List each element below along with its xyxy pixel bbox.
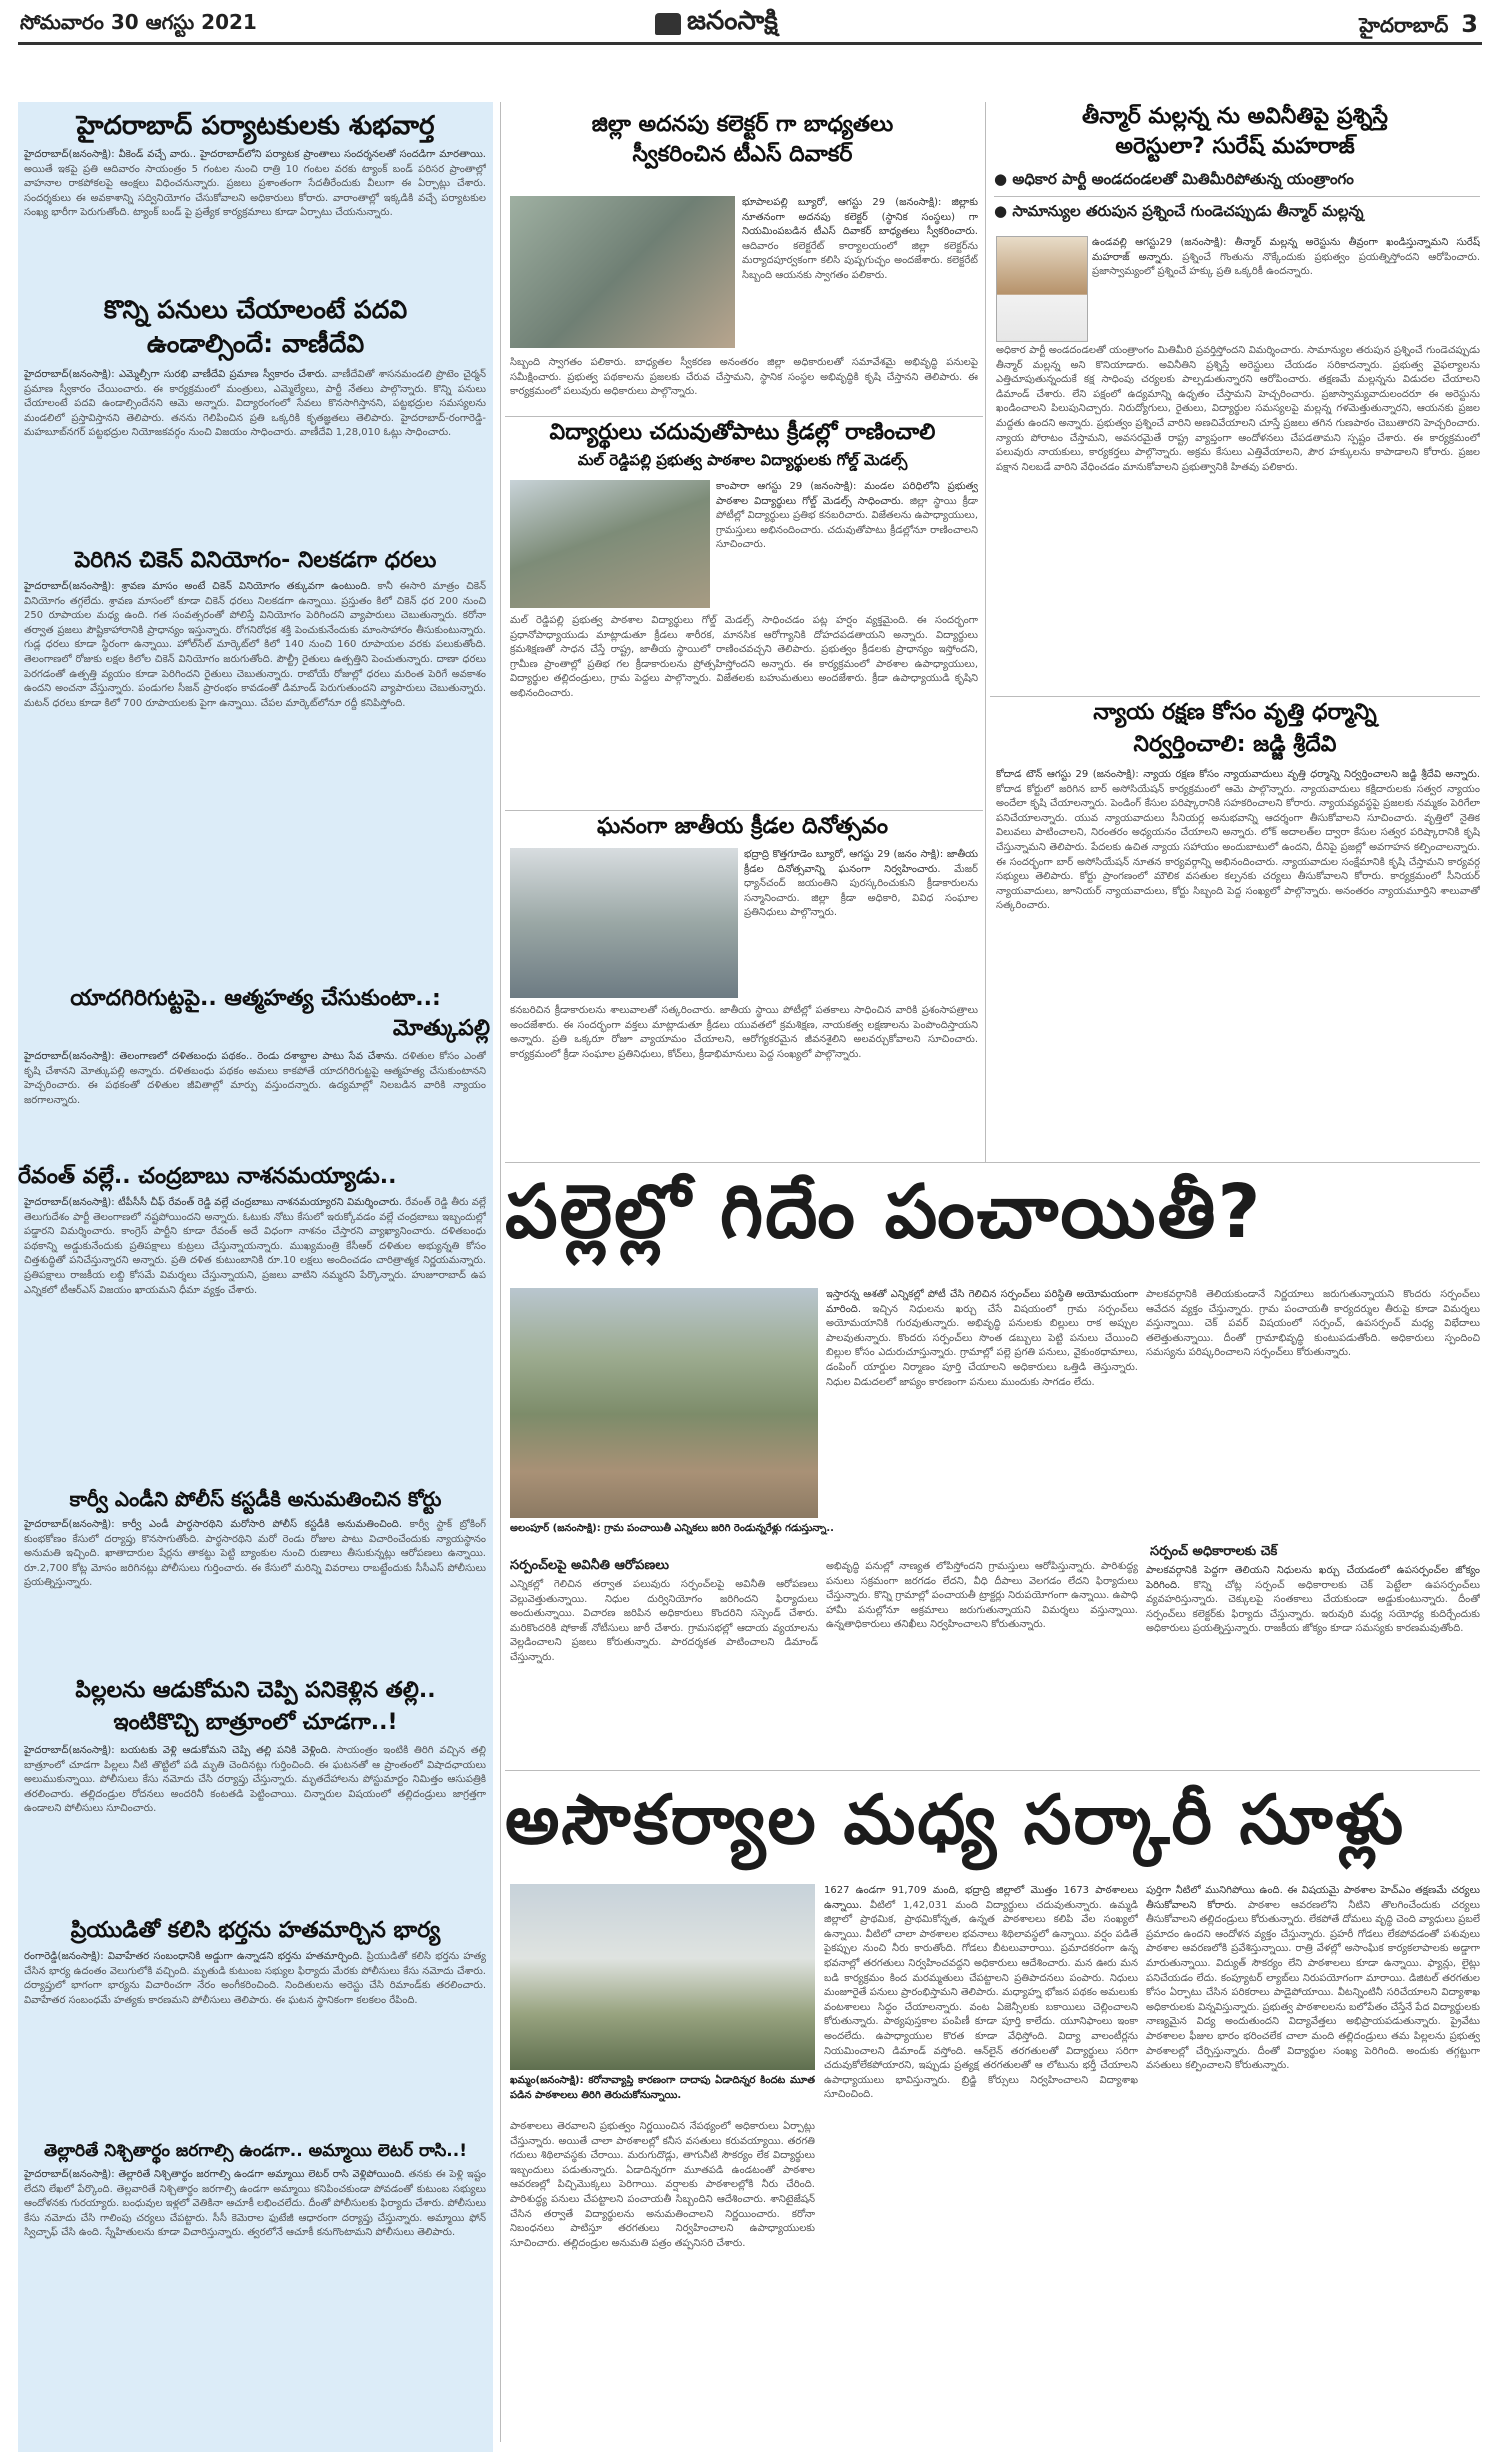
article-yadagiri: హైదరాబాద్(జనంసాక్షి): తెలంగాణలో దళితబంధు పథకం.. రెండు దశాబ్దాల పాటు సేవ చేశాను. దళితుల కోసం ఎంతో కృషి చేశానని మోత్కుపల్లి అన్నారు. దళితబంధు పథకం అమలు కాకపోతే యాదగిరిగుట్టపై ఆత్మహత్య చేసుకుంటానని హెచ్చరించారు. ఈ పథకంతో దళితుల జీవితాల్లో మార్పు వస్తుందన్నారు. ఉద్యమాల్లో నిలబడిన వారికి న్యాయం జరగాలన్నారు. — [24, 1051, 486, 1106]
headline-mother-1: పిల్లలను ఆడుకోమని చెప్పి పనికెళ్లిన తల్లి.. — [75, 1678, 436, 1703]
headline-mallanna-1: తీన్మార్ మల్లన్న ను అవినీతిపై ప్రశ్నిస్తే — [1082, 104, 1388, 129]
headline-judge-2: నిర్వర్తించాలి: జడ్జి శ్రీదేవి — [1133, 732, 1337, 757]
headline-sports-day: ఘనంగా జాతీయ క్రీడల దినోత్సవం — [597, 814, 888, 839]
caption-village — [510, 1522, 1138, 1552]
article-schools-col1: పాఠశాలలు తెరవాలని ప్రభుత్వం నిర్ణయించిన నేపథ్యంలో అధికారులు ఏర్పాట్లు చేస్తున్నారు. అయితే చాలా పాఠశాలల్లో కనీస వసతులు కరువయ్యాయి. తరగతి గదులు శిథిలావస్థకు చేరాయి. మరుగుదొడ్లు, తాగునీటి సౌకర్యం లేక విద్యార్థులు ఇబ్బందులు పడుతున్నారు. ఏడాదిన్నరగా మూతపడి ఉండటంతో పాఠశాల ఆవరణల్లో పిచ్చిమొక్కలు పెరిగాయి. వర్షాలకు పాఠశాలల్లోకి నీరు చేరింది. పారిశుద్ధ్య పనులు చేపట్టాలని పంచాయతీ సిబ్బందిని ఆదేశించారు. శానిటైజేషన్ చేసిన తర్వాతే విద్యార్థులను అనుమతించాలని నిర్ణయించారు. కరోనా నిబంధనలు పాటిస్తూ తరగతులు నిర్వహించాలని ఉపాధ్యాయులకు సూచించారు. తల్లిదండ్రుల అనుమతి పత్రం తప్పనిసరి చేశారు. — [510, 2121, 815, 2249]
bullet-2-text: సామాన్యుల తరుపున ప్రశ్నించే గుండెచప్పుడు తీన్మార్ మల్లన్న — [1012, 202, 1364, 220]
photo-students — [510, 480, 710, 608]
article-engagement: హైదరాబాద్(జనంసాక్షి): తెల్లారితే నిశ్చితార్థం జరగాల్సి ఉండగా అమ్మాయి లెటర్ రాసి వెళ్లిపోయింది. తనకు ఈ పెళ్లి ఇష్టం లేదని లేఖలో పేర్కొంది. తెల్లవారితే నిశ్చితార్థం జరగాల్సి ఉండగా అమ్మాయి కనిపించకుండా పోవడంతో కుటుంబ సభ్యులు ఆందోళనకు గురయ్యారు. బంధువుల ఇళ్లలో వెతికినా ఆచూకీ లభించలేదు. దీంతో పోలీసులకు ఫిర్యాదు చేశారు. పోలీసులు కేసు నమోదు చేసి గాలింపు చర్యలు చేపట్టారు. సీసీ కెమెరాల ఫుటేజీ ఆధారంగా దర్యాప్తు చేస్తున్నారు. అమ్మాయి ఫోన్ స్విచ్ఛాఫ్ చేసి ఉంది. స్నేహితులను కూడా విచారిస్తున్నారు. త్వరలోనే ఆచూకీ కనుగొంటామని పోలీసులు తెలిపారు. — [24, 2169, 486, 2239]
headline-tourists: హైదరాబాద్ పర్యాటకులకు శుభవార్త — [76, 111, 435, 141]
headline-mother-2: ఇంటికొచ్చి బాత్రూంలో చూడగా..! — [113, 1710, 398, 1735]
article-panchayat-col2: పాలకవర్గానికి తెలియకుండానే నిర్ణయాలు జరుగుతున్నాయని కొందరు సర్పంచ్‌లు ఆవేదన వ్యక్తం చేస్తున్నారు. గ్రామ పంచాయతీ కార్యదర్శుల తీరుపై కూడా విమర్శలు వస్తున్నాయి. చెక్ పవర్ విషయంలో సర్పంచ్, ఉపసర్పంచ్ మధ్య విభేదాలు తలెత్తుతున్నాయి. దీంతో గ్రామాభివృద్ధి కుంటుపడుతోంది. అధికారులు స్పందించి సమస్యను పరిష్కరించాలని సర్పంచ్‌లు కోరుతున్నారు. — [1146, 1289, 1480, 1359]
logo-icon — [655, 13, 681, 35]
lead-vanidevi: హైదరాబాద్(జనంసాక్షి): ఎమ్మెల్సీగా సురభి వాణీదేవి ప్రమాణ స్వీకారం చేశారు. — [24, 369, 328, 380]
lead-judge: కోదాడ టౌన్ ఆగస్టు 29 (జనంసాక్షి): న్యాయ రక్షణ కోసం న్యాయవాదులు వృత్తి ధర్మాన్ని నిర్వర్తించాలని జడ్జి శ్రీదేవి అన్నారు. — [996, 769, 1480, 780]
edition-location — [1359, 10, 1478, 42]
lead-panchayat-1: ఇస్తారన్న ఆశతో ఎన్నికల్లో పోటీ చేసి గెలిచిన సర్పంచ్‌లు పరిస్థితి అయోమయంగా మారింది. — [826, 1289, 1138, 1315]
bullet-2 — [994, 202, 1480, 224]
feature-schools-title: అసౌకర్యాల మధ్య సర్కారీ సూళ్లు — [505, 1781, 1406, 1860]
photo-suresh-maharaj — [996, 236, 1088, 342]
rule-schools-top — [505, 1770, 1480, 1771]
bullet-1-text: అధికార పార్టీ అండదండలతో మితిమీరిపోతున్న యంత్రాంగం — [1012, 170, 1354, 188]
article-karvy: హైదరాబాద్(జనంసాక్షి): కార్వీ ఎండీ పార్థసారథిని మరోసారి పోలీస్ కస్టడీకి అనుమతించింది. కార్వీ స్టాక్ బ్రోకింగ్ కుంభకోణం కేసులో దర్యాప్తు కొనసాగుతోంది. పార్థసారథిని మరో రెండు రోజుల పాటు విచారించేందుకు న్యాయస్థానం అనుమతి ఇచ్చింది. ఖాతాదారుల షేర్లను తాకట్టు పెట్టి బ్యాంకుల నుంచి రుణాలు తీసుకున్నట్లు ఆరోపణలు ఉన్నాయి. రూ.2,700 కోట్ల మోసం జరిగినట్లు పోలీసులు గుర్తించారు. ఈ కేసులో మరిన్ని వివరాలు రాబట్టేందుకు సీసీఎస్ పోలీసులు ప్రయత్నిస్తున్నారు. — [24, 1519, 486, 1589]
article-schools-col2: 1627 ఉండగా 91,709 మంది, భద్రాద్రి జిల్లాలో మొత్తం 1673 పాఠశాలలు ఉన్నాయి. వీటిలో 1,42,031 మంది విద్యార్థులు చదువుతున్నారు. ఉమ్మడి జిల్లాలో ప్రాథమిక, ప్రాథమికోన్నత, ఉన్నత పాఠశాలలు కలిపి వేల సంఖ్యలో ఉన్నాయి. వీటిలో చాలా పాఠశాలల భవనాలు శిథిలావస్థలో ఉన్నాయి. వర్షం పడితే పైకప్పుల నుంచి నీరు కారుతోంది. గోడలు బీటలువారాయి. ప్రమాదకరంగా ఉన్న భవనాల్లో తరగతులు నిర్వహించవద్దని అధికారులు ఆదేశించారు. మన ఊరు మన బడి కార్యక్రమం కింద మరమ్మతులు చేపట్టాలని ప్రతిపాదనలు పంపారు. నిధులు మంజూరైతే పనులు ప్రారంభిస్తామని తెలిపారు. మధ్యాహ్న భోజన పథకం అమలుకు వంటశాలలు సిద్ధం చేయాలన్నారు. వంట ఏజెన్సీలకు బకాయిలు చెల్లించాలని కోరుతున్నారు. పాఠ్యపుస్తకాల పంపిణీ కూడా పూర్తి కాలేదు. యూనిఫాంలు ఇంకా అందలేదు. ఉపాధ్యాయుల కొరత కూడా వేధిస్తోంది. విద్యా వాలంటీర్లను నియమించాలని డిమాండ్ వస్తోంది. ఆన్‌లైన్ తరగతులతో విద్యార్థులు సరిగా చదువుకోలేకపోయారని, ఇప్పుడు ప్రత్యక్ష తరగతులతో ఆ లోటును భర్తీ చేయాలని ఉపాధ్యాయులు భావిస్తున్నారు. బ్రిడ్జి కోర్సులు నిర్వహించాలని విద్యాశాఖ సూచించింది. — [824, 1885, 1138, 2101]
article-mallanna: ఉండవల్లి ఆగస్టు29 (జనంసాక్షి): తీన్మార్ మల్లన్న అరెస్టును తీవ్రంగా ఖండిస్తున్నామని సురేష్ మహరాజ్ అన్నారు. ప్రశ్నించే గొంతును నొక్కేందుకు ప్రభుత్వం ప్రయత్నిస్తోందని ఆరోపించారు. ప్రజాస్వామ్యంలో ప్రశ్నించే హక్కు ప్రతి ఒక్కరికీ ఉందన్నారు. — [1092, 237, 1480, 278]
headline-collector-2: స్వీకరించిన టీఎస్ దివాకర్ — [632, 142, 853, 167]
subhead-corruption: సర్పంచ్‌లపై అవినీతి ఆరోపణలు — [510, 1558, 669, 1573]
feature-panchayat-title: పల్లెల్లో గిదేం పంచాయితీ? — [505, 1169, 1263, 1255]
page-number: 3 — [1461, 10, 1478, 38]
photo-village — [510, 1288, 818, 1518]
rule-students-bottom — [505, 810, 983, 811]
headline-mallanna-2: అరెస్టులా? సురేష్ మహరాజ్ — [1115, 134, 1355, 159]
article-sports-day: భద్రాద్రి కొత్తగూడెం బ్యూరో, ఆగస్టు 29 (జనం సాక్షి): జాతీయ క్రీడల దినోత్సవాన్ని ఘనంగా నిర్వహించారు. మేజర్ ధ్యాన్‌చంద్ జయంతిని పురస్కరించుకుని క్రీడాకారులను సన్మానించారు. జిల్లా క్రీడా అధికారి, వివిధ సంఘాల ప్రతినిధులు పాల్గొన్నారు. — [744, 849, 978, 919]
rule-mid-right — [985, 102, 986, 1162]
bullet-divider — [994, 196, 1480, 197]
photo-collector — [510, 196, 735, 348]
bullet-1 — [994, 170, 1480, 192]
headline-karvy: కార్వీ ఎండీని పోలీస్ కస్టడీకి అనుమతించిన కోర్టు — [69, 1487, 442, 1511]
photo-school — [510, 1884, 815, 2070]
article-students: కాంపారా ఆగస్టు 29 (జనంసాక్షి): మండల పరిధిలోని ప్రభుత్వ పాఠశాల విద్యార్థులు గోల్డ్ మెడల్స్ సాధించారు. జిల్లా స్థాయి క్రీడా పోటీల్లో విద్యార్థులు ప్రతిభ కనబరిచారు. విజేతలను ఉపాధ్యాయులు, గ్రామస్తులు అభినందించారు. చదువుతోపాటు క్రీడల్లోనూ రాణించాలని సూచించారు. — [716, 481, 978, 551]
lead-engagement: హైదరాబాద్(జనంసాక్షి): తెల్లారితే నిశ్చితార్థం జరగాల్సి ఉండగా అమ్మాయి లెటర్ రాసి వెళ్లిపోయింది. — [24, 2169, 405, 2180]
bullet-1-icon: ● — [994, 170, 1008, 188]
masthead-logo — [655, 6, 778, 42]
lead-collector: భూపాలపల్లి బ్యూరో, ఆగస్టు 29 (జనంసాక్షి): జిల్లాకు నూతనంగా అదనపు కలెక్టర్ (స్థానిక సంస్థలు) గా నియమింపబడిన టీఎస్ దివాకర్ బాధ్యతలు స్వీకరించారు. — [742, 197, 978, 238]
lead-chicken: హైదరాబాద్(జనంసాక్షి): శ్రావణ మాసం అంటే చికెన్ వినియోగం తక్కువగా ఉంటుంది. — [24, 581, 371, 592]
article-collector-cont: సిబ్బంది స్వాగతం పలికారు. బాధ్యతల స్వీకరణ అనంతరం జిల్లా అధికారులతో సమావేశమై అభివృద్ధి పనులపై సమీక్షించారు. ప్రభుత్వ పథకాలను ప్రజలకు చేరువ చేస్తామని, స్థానిక సంస్థల అభివృద్ధికి కృషి చేస్తానని తెలిపారు. ఈ కార్యక్రమంలో పలువురు అధికారులు పాల్గొన్నారు. — [510, 357, 978, 398]
lead-mallanna: ఉండవల్లి ఆగస్టు29 (జనంసాక్షి): తీన్మార్ మల్లన్న అరెస్టును తీవ్రంగా ఖండిస్తున్నామని సురేష్ మహరాజ్ అన్నారు. — [1092, 237, 1480, 263]
lead-wife: రంగారెడ్డి(జనంసాక్షి): వివాహేతర సంబంధానికి అడ్డుగా ఉన్నాడని భర్తను హతమార్చింది. — [24, 1951, 363, 1962]
headline-engagement: తెల్లారితే నిశ్చితార్థం జరగాల్సి ఉండగా.. అమ్మాయి లెటర్ రాసి..! — [44, 2141, 467, 2161]
headline-chicken: పెరిగిన చికెన్ వినియోగం- నిలకడగా ధరలు — [74, 548, 437, 573]
article-vanidevi: హైదరాబాద్(జనంసాక్షి): ఎమ్మెల్సీగా సురభి వాణీదేవి ప్రమాణ స్వీకారం చేశారు. వాణీదేవితో శాసనమండలి ప్రొటెం చైర్మన్ ప్రమాణ స్వీకారం చేయించారు. ఈ కార్యక్రమంలో మంత్రులు, ఎమ్మెల్యేలు, పార్టీ నేతలు పాల్గొన్నారు. కొన్ని పనులు చేయాలంటే పదవి ఉండాల్సిందేనని ఆమె అన్నారు. విద్యారంగంలో సేవలు కొనసాగిస్తానని, పట్టభద్రుల సమస్యలను మండలిలో ప్రస్తావిస్తానని తెలిపారు. తనను గెలిపించిన ప్రతి ఒక్కరికి కృతజ్ఞతలు తెలిపారు. హైదరాబాద్-రంగారెడ్డి-మహబూబ్‌నగర్ పట్టభద్రుల నియోజకవర్గం నుంచి విజయం సాధించారు. వాణీదేవి 1,28,010 ఓట్లు సాధించారు. — [24, 369, 486, 439]
lead-schools-1: 1627 ఉండగా 91,709 మంది, భద్రాద్రి జిల్లాలో మొత్తం 1673 పాఠశాలలు ఉన్నాయి. — [824, 1885, 1138, 1911]
lead-tourists: హైదరాబాద్(జనంసాక్షి): వీకెండ్ వచ్చే వారు.. హైదరాబాద్‌లోని పర్యాటక ప్రాంతాలు సందర్శనలతో సందడిగా మారతాయి. — [24, 149, 486, 160]
lead-mother: హైదరాబాద్(జనంసాక్షి): బయటకు వెళ్లి ఆడుకోమని చెప్పి తల్లి పనికి వెళ్లింది. — [24, 1745, 331, 1756]
lead-revanth: హైదరాబాద్(జనంసాక్షి): టీపీసీసీ చీఫ్ రేవంత్ రెడ్డి వల్లే చంద్రబాబు నాశనమయ్యారని విమర్శించారు. — [24, 1197, 402, 1208]
issue-date: సోమవారం 30 ఆగస్టు 2021 — [20, 10, 257, 34]
rule-mid-left — [500, 102, 501, 2442]
caption-village-text: అలంపూర్ (జనంసాక్షి): గ్రామ పంచాయితీ ఎన్నికలు జరిగి రెండున్నరేళ్లు గడుస్తున్నా.. — [510, 1523, 834, 1534]
headline-wife: ప్రియుడితో కలిసి భర్తను హతమార్చిన భార్య — [70, 1918, 441, 1943]
caption-school — [510, 2074, 815, 2118]
headline-vanidevi-1: కొన్ని పనులు చేయాలంటే పదవి — [103, 295, 408, 324]
headline-yadagiri-1: యాదగిరిగుట్టపై.. ఆత్మహత్య చేసుకుంటా..: — [70, 986, 441, 1011]
article-students-cont: మల్ రెడ్డిపల్లి ప్రభుత్వ పాఠశాల విద్యార్థులు గోల్డ్ మెడల్స్ సాధించడం పట్ల హర్షం వ్యక్తమైంది. ఈ సందర్భంగా ప్రధానోపాధ్యాయుడు మాట్లాడుతూ క్రీడలు శారీరక, మానసిక ఆరోగ్యానికి దోహదపడతాయని అన్నారు. విద్యార్థులు క్రమశిక్షణతో సాధన చేస్తే రాష్ట్ర, జాతీయ స్థాయిలో రాణించవచ్చని తెలిపారు. ప్రభుత్వం క్రీడలకు ప్రాధాన్యం ఇస్తోందని, గ్రామీణ ప్రాంతాల్లో ప్రతిభ గల క్రీడాకారులను ప్రోత్సహిస్తోందని అన్నారు. ఈ కార్యక్రమంలో పాఠశాల ఉపాధ్యాయులు, విద్యార్థుల తల్లిదండ్రులు, గ్రామ పెద్దలు పాల్గొన్నారు. విజేతలకు బహుమతులు అందజేశారు. క్రీడా ఉపాధ్యాయుడి కృషిని అభినందించారు. — [510, 615, 978, 699]
header-rule — [18, 42, 1482, 45]
headline-judge-1: న్యాయ రక్షణ కోసం వృత్తి ధర్మాన్ని — [1093, 700, 1377, 725]
headline-vanidevi-2: ఉండాల్సిందే: వాణీదేవి — [146, 329, 365, 358]
lead-schools-2: పుర్తిగా నీటిలో మునిగిపోయి ఉంది. ఈ విషయమై పాఠశాల హెచ్ఎం తక్షణమే చర్యలు తీసుకోవాలని కోరారు. — [1146, 1885, 1480, 1911]
headline-yadagiri-2: మోత్కుపల్లి — [392, 1016, 490, 1041]
photo-sports-day — [510, 848, 738, 998]
headline-collector-1: జిల్లా అదనపు కలెక్టర్ గా బాధ్యతలు — [591, 112, 894, 137]
article-wife: రంగారెడ్డి(జనంసాక్షి): వివాహేతర సంబంధానికి అడ్డుగా ఉన్నాడని భర్తను హతమార్చింది. ప్రియుడితో కలిసి భర్తను హత్య చేసిన భార్య ఉదంతం వెలుగులోకి వచ్చింది. మృతుడి కుటుంబ సభ్యుల ఫిర్యాదు మేరకు పోలీసులు కేసు నమోదు చేశారు. దర్యాప్తులో భాగంగా భార్యను విచారించగా నేరం అంగీకరించింది. నిందితులను అరెస్టు చేసి రిమాండ్‌కు తరలించారు. వివాహేతర సంబంధమే హత్యకు కారణమని పోలీసులు తెలిపారు. ఈ ఘటన స్థానికంగా కలకలం రేపింది. — [24, 1951, 486, 2006]
rule-feature-top — [505, 1162, 1480, 1163]
headline-students: విద్యార్థులు చదువుతోపాటు క్రీడల్లో రాణించాలి — [549, 420, 936, 445]
article-collector: భూపాలపల్లి బ్యూరో, ఆగస్టు 29 (జనంసాక్షి): జిల్లాకు నూతనంగా అదనపు కలెక్టర్ (స్థానిక సంస్థలు) గా నియమింపబడిన టీఎస్ దివాకర్ బాధ్యతలు స్వీకరించారు. ఆదివారం కలెక్టరేట్ కార్యాలయంలో జిల్లా కలెక్టర్‌ను మర్యాదపూర్వకంగా కలిసి పుష్పగుచ్ఛం అందజేశారు. కలెక్టరేట్ సిబ్బంది ఆయనకు స్వాగతం పలికారు. — [742, 197, 978, 281]
article-panchayat-col3: ఎన్నికల్లో గెలిచిన తర్వాత పలువురు సర్పంచ్‌లపై అవినీతి ఆరోపణలు వెల్లువెత్తుతున్నాయి. నిధుల దుర్వినియోగం జరిగిందని ఫిర్యాదులు అందుతున్నాయి. విచారణ జరిపిన అధికారులు కొందరిని సస్పెండ్ చేశారు. మరికొందరికి షోకాజ్ నోటీసులు జారీ చేశారు. గ్రామసభల్లో ఆదాయ వ్యయాలను వెల్లడించాలని ప్రజలు కోరుతున్నారు. పారదర్శకత పాటించాలని డిమాండ్ చేస్తున్నారు. — [510, 1579, 818, 1663]
subhead-check: సర్పంచ్ అధికారాలకు చెక్ — [1150, 1544, 1278, 1559]
article-schools-col3: పుర్తిగా నీటిలో మునిగిపోయి ఉంది. ఈ విషయమై పాఠశాల హెచ్ఎం తక్షణమే చర్యలు తీసుకోవాలని కోరారు. పాఠశాల ఆవరణలోని నీటిని తొలగించేందుకు చర్యలు తీసుకోవాలని తల్లిదండ్రులు కోరుతున్నారు. లేకపోతే దోమలు వృద్ధి చెంది వ్యాధులు ప్రబలే ప్రమాదం ఉందని ఆందోళన వ్యక్తం చేస్తున్నారు. ప్రహరీ గోడలు లేకపోవడంతో పశువులు పాఠశాల ఆవరణలోకి ప్రవేశిస్తున్నాయి. రాత్రి వేళల్లో అసాంఘిక కార్యకలాపాలకు అడ్డాగా మారుతున్నాయి. విద్యుత్ సౌకర్యం లేని పాఠశాలలు కూడా ఉన్నాయి. ఫ్యాన్లు, లైట్లు పనిచేయడం లేదు. కంప్యూటర్ ల్యాబ్‌లు నిరుపయోగంగా మారాయి. డిజిటల్ తరగతుల కోసం ఏర్పాటు చేసిన పరికరాలు పాడైపోయాయి. వీటన్నింటినీ సరిచేయాలని విద్యాశాఖ అధికారులకు విన్నవిస్తున్నారు. ప్రభుత్వ పాఠశాలలను బలోపేతం చేస్తేనే పేద విద్యార్థులకు నాణ్యమైన విద్య అందుతుందని విద్యావేత్తలు అభిప్రాయపడుతున్నారు. ప్రైవేటు పాఠశాలల ఫీజుల భారం భరించలేక చాలా మంది తల్లిదండ్రులు తమ పిల్లలను ప్రభుత్వ పాఠశాలల్లో చేర్పిస్తున్నారు. దీంతో విద్యార్థుల సంఖ్య పెరిగింది. అందుకు తగ్గట్టుగా వసతులు కల్పించాలని కోరుతున్నారు. — [1146, 1885, 1480, 2072]
headline-students-sub: మల్ రెడ్డిపల్లి ప్రభుత్వ పాఠశాల విద్యార్థులకు గోల్డ్ మెడల్స్ — [577, 451, 908, 469]
lead-students: కాంపారా ఆగస్టు 29 (జనంసాక్షి): మండల పరిధిలోని ప్రభుత్వ పాఠశాల విద్యార్థులు గోల్డ్ మెడల్స్ సాధించారు. — [716, 481, 978, 507]
article-sports-day-cont: కనబరిచిన క్రీడాకారులను శాలువాలతో సత్కరించారు. జాతీయ స్థాయి పోటీల్లో పతకాలు సాధించిన వారికి ప్రశంసాపత్రాలు అందజేశారు. ఈ సందర్భంగా వక్తలు మాట్లాడుతూ క్రీడలు యువతలో క్రమశిక్షణ, నాయకత్వ లక్షణాలను పెంపొందిస్తాయని అన్నారు. ప్రతి ఒక్కరూ రోజూ వ్యాయామం చేయాలని, ఆరోగ్యకరమైన జీవనశైలిని అలవర్చుకోవాలని సూచించారు. కార్యక్రమంలో క్రీడా సంఘాల ప్రతినిధులు, కోచ్‌లు, క్రీడాభిమానులు పెద్ద సంఖ్యలో పాల్గొన్నారు. — [510, 1005, 978, 1060]
article-mallanna-cont: అధికార పార్టీ అండదండలతో యంత్రాంగం మితిమీరి ప్రవర్తిస్తోందని విమర్శించారు. సామాన్యుల తరుపున ప్రశ్నించే గుండెచప్పుడు తీన్మార్ మల్లన్న అని కొనియాడారు. అవినీతిని ప్రశ్నిస్తే అరెస్టులు చేయడం సరికాదన్నారు. ప్రభుత్వ వైఫల్యాలను ఎత్తిచూపుతున్నందుకే కక్ష సాధింపు చర్యలకు పాల్పడుతున్నారని ఆరోపించారు. తక్షణమే మల్లన్నను విడుదల చేయాలని డిమాండ్ చేశారు. లేని పక్షంలో ఉద్యమాన్ని ఉధృతం చేస్తామని హెచ్చరించారు. ప్రజాస్వామ్యవాదులందరూ ఈ అరెస్టును ఖండించాలని పిలుపునిచ్చారు. నిరుద్యోగులు, రైతులు, విద్యార్థుల సమస్యలపై మల్లన్న గళమెత్తుతున్నారని, ఆయనకు ప్రజల మద్దతు ఉందని అన్నారు. ప్రభుత్వం ప్రశ్నించే వారిని అణచివేయాలని చూస్తే ప్రజలు తగిన గుణపాఠం చెబుతారని హెచ్చరించారు. న్యాయ పోరాటం చేస్తామని, అవసరమైతే రాష్ట్ర వ్యాప్తంగా ఆందోళనలు చేపడతామని స్పష్టం చేశారు. ఈ కార్యక్రమంలో పలువురు నాయకులు, కార్యకర్తలు పాల్గొన్నారు. అక్రమ కేసులు ఎత్తివేయాలని, పౌర హక్కులను కాపాడాలని కోరారు. ప్రజల పక్షాన నిలబడే వారిని వేధించడం మానుకోవాలని ప్రభుత్వానికి హితవు పలికారు. — [996, 345, 1480, 473]
article-tourists: హైదరాబాద్(జనంసాక్షి): వీకెండ్ వచ్చే వారు.. హైదరాబాద్‌లోని పర్యాటక ప్రాంతాలు సందర్శనలతో సందడిగా మారతాయి. అయితే ఇకపై ప్రతి ఆదివారం సాయంత్రం 5 గంటల నుంచి రాత్రి 10 గంటల వరకు ట్యాంక్ బండ్ పరిసర ప్రాంతాల్లో వాహనాల రాకపోకలపై ఆంక్షలు విధించనున్నారు. ప్రజలు ప్రశాంతంగా సేదతీరేందుకు వీలుగా ఈ ఏర్పాట్లు చేశారు. సందర్శకులు ఈ అవకాశాన్ని సద్వినియోగం చేసుకోవాలని అధికారులు కోరారు. వారాంతాల్లో ఇక్కడికి వచ్చే పర్యాటకుల సంఖ్య భారీగా పెరుగుతోంది. ట్యాంక్ బండ్ పై ప్రత్యేక కార్యక్రమాలు కూడా ఏర్పాటు చేయనున్నారు. — [24, 149, 486, 219]
headline-revanth: రేవంత్ వల్లే.. చంద్రబాబు నాశనమయ్యాడు.. — [18, 1164, 397, 1189]
article-mother: హైదరాబాద్(జనంసాక్షి): బయటకు వెళ్లి ఆడుకోమని చెప్పి తల్లి పనికి వెళ్లింది. సాయంత్రం ఇంటికి తిరిగి వచ్చిన తల్లి బాత్రూంలో చూడగా పిల్లలు నీటి తొట్టిలో పడి మృతి చెందినట్లు గుర్తించింది. ఈ ఘటనతో ఆ ప్రాంతంలో విషాదఛాయలు అలుముకున్నాయి. పోలీసులు కేసు నమోదు చేసి దర్యాప్తు చేస్తున్నారు. మృతదేహాలను పోస్టుమార్టం నిమిత్తం ఆసుపత్రికి తరలించారు. తల్లిదండ్రుల రోదనలు అందరినీ కంటతడి పెట్టించాయి. చిన్నారుల విషయంలో తల్లిదండ్రులు జాగ్రత్తగా ఉండాలని పోలీసులు సూచించారు. — [24, 1745, 486, 1815]
rule-mallanna-bottom — [990, 696, 1480, 697]
article-revanth: హైదరాబాద్(జనంసాక్షి): టీపీసీసీ చీఫ్ రేవంత్ రెడ్డి వల్లే చంద్రబాబు నాశనమయ్యారని విమర్శించారు. రేవంత్ రెడ్డి తీరు వల్లే తెలుగుదేశం పార్టీ తెలంగాణలో నష్టపోయిందని అన్నారు. ఓటుకు నోటు కేసులో ఇరుక్కోవడం వల్లే చంద్రబాబు ఇబ్బందుల్లో పడ్డారని విమర్శించారు. కాంగ్రెస్ పార్టీని కూడా రేవంత్ అదే విధంగా నాశనం చేస్తారని వ్యాఖ్యానించారు. దళితబంధు పథకాన్ని అడ్డుకునేందుకు ప్రతిపక్షాలు కుట్రలు చేస్తున్నాయన్నారు. ముఖ్యమంత్రి కేసీఆర్ దళితుల అభ్యున్నతి కోసం చిత్తశుద్ధితో పనిచేస్తున్నారని అన్నారు. ప్రతి దళిత కుటుంబానికి రూ.10 లక్షలు అందించడం చారిత్రాత్మక నిర్ణయమన్నారు. ప్రతిపక్షాలు రాజకీయ లబ్ది కోసమే విమర్శలు చేస్తున్నాయని, ప్రజలు వాటిని నమ్మరని పేర్కొన్నారు. హుజూరాబాద్ ఉప ఎన్నికలో టీఆర్ఎస్ విజయం ఖాయమని ధీమా వ్యక్తం చేశారు. — [24, 1197, 486, 1296]
caption-school-text: ఖమ్మం(జనంసాక్షి): కరోనావ్యాప్తి కారణంగా దాదాపు ఏడాదిన్నర కిందట మూత పడిన పాఠశాలలు తిరిగి తెరుచుకోనున్నాయి. — [510, 2075, 815, 2101]
article-panchayat-col5: పాలకవర్గానికి పెద్దగా తెలియని నిధులను ఖర్చు చేయడంలో ఉపసర్పంచ్‌ల జోక్యం పెరిగింది. కొన్ని చోట్ల సర్పంచ్ అధికారాలకు చెక్ పెట్టేలా ఉపసర్పంచ్‌లు వ్యవహరిస్తున్నారు. చెక్కులపై సంతకాలు చేయకుండా అడ్డుకుంటున్నారు. దీంతో సర్పంచ్‌లు కలెక్టర్‌కు ఫిర్యాదు చేస్తున్నారు. ఇరువురి మధ్య సయోధ్య కుదిర్చేందుకు అధికారులు ప్రయత్నిస్తున్నారు. రాజకీయ జోక్యం కూడా సమస్యకు కారణమవుతోంది. — [1146, 1565, 1480, 1635]
lead-karvy: హైదరాబాద్(జనంసాక్షి): కార్వీ ఎండీ పార్థసారథిని మరోసారి పోలీస్ కస్టడీకి అనుమతించింది. — [24, 1519, 403, 1530]
article-panchayat-col4: అభివృద్ధి పనుల్లో నాణ్యత లోపిస్తోందని గ్రామస్తులు ఆరోపిస్తున్నారు. పారిశుద్ధ్య పనులు సక్రమంగా జరగడం లేదని, వీధి దీపాలు వెలగడం లేదని ఫిర్యాదులు చేస్తున్నారు. కొన్ని గ్రామాల్లో పంచాయతీ ట్రాక్టర్లు నిరుపయోగంగా ఉన్నాయి. ఉపాధి హామీ పనుల్లోనూ అక్రమాలు జరుగుతున్నాయని విమర్శలు వస్తున్నాయి. ఉన్నతాధికారులు తనిఖీలు నిర్వహించాలని కోరుతున్నారు. — [826, 1561, 1138, 1631]
article-judge: కోదాడ టౌన్ ఆగస్టు 29 (జనంసాక్షి): న్యాయ రక్షణ కోసం న్యాయవాదులు వృత్తి ధర్మాన్ని నిర్వర్తించాలని జడ్జి శ్రీదేవి అన్నారు. కోదాడ కోర్టులో జరిగిన బార్ అసోసియేషన్ కార్యక్రమంలో ఆమె పాల్గొన్నారు. న్యాయవాదులు కక్షిదారులకు సత్వర న్యాయం అందేలా కృషి చేయాలన్నారు. పెండింగ్ కేసుల పరిష్కారానికి సహకరించాలని కోరారు. న్యాయవ్యవస్థపై ప్రజలకు నమ్మకం పెరిగేలా పనిచేయాలన్నారు. యువ న్యాయవాదులు సీనియర్ల అనుభవాన్ని ఆదర్శంగా తీసుకోవాలని సూచించారు. వృత్తిలో నైతిక విలువలు పాటించాలని, నిరంతరం అధ్యయనం చేయాలని అన్నారు. లోక్ అదాలత్‌ల ద్వారా కేసుల సత్వర పరిష్కారానికి కృషి చేస్తున్నామని తెలిపారు. పేదలకు ఉచిత న్యాయ సహాయం అందుబాటులో ఉందని, దీనిపై ప్రజల్లో అవగాహన కల్పించాలన్నారు. ఈ సందర్భంగా బార్ అసోసియేషన్ నూతన కార్యవర్గాన్ని అభినందించారు. న్యాయవాదుల సంక్షేమానికి కృషి చేస్తామని కార్యవర్గ సభ్యులు తెలిపారు. కోర్టు ప్రాంగణంలో మౌలిక వసతుల కల్పనకు చర్యలు తీసుకోవాలని కోరారు. కార్యక్రమంలో సీనియర్ న్యాయవాదులు, జూనియర్ న్యాయవాదులు, కోర్టు సిబ్బంది పెద్ద సంఖ్యలో పాల్గొన్నారు. అనంతరం న్యాయమూర్తిని శాలువాతో సత్కరించారు. — [996, 769, 1480, 912]
logo-text: జనంసాక్షి — [687, 6, 778, 36]
bullet-2-icon: ● — [994, 202, 1008, 220]
article-panchayat-col1: ఇస్తారన్న ఆశతో ఎన్నికల్లో పోటీ చేసి గెలిచిన సర్పంచ్‌లు పరిస్థితి అయోమయంగా మారింది. ఇచ్చిన నిధులను ఖర్చు చేసే విషయంలో గ్రామ సర్పంచ్‌లు అయోమయానికి గురవుతున్నారు. అభివృద్ధి పనులకు బిల్లులు రాక అప్పుల పాలవుతున్నారు. కొందరు సర్పంచ్‌లు సొంత డబ్బులు పెట్టి పనులు చేయించి బిల్లుల కోసం ఎదురుచూస్తున్నారు. గ్రామాల్లో పల్లె ప్రగతి పనులు, వైకుంఠధామాలు, డంపింగ్ యార్డుల నిర్మాణం పూర్తి చేయాలని అధికారులు ఒత్తిడి తెస్తున్నారు. నిధుల విడుదలలో జాప్యం కారణంగా పనులు ముందుకు సాగడం లేదు. — [826, 1289, 1138, 1388]
lead-panchayat-2: పాలకవర్గానికి పెద్దగా తెలియని నిధులను ఖర్చు చేయడంలో ఉపసర్పంచ్‌ల జోక్యం పెరిగింది. — [1146, 1565, 1480, 1591]
location-text: హైదరాబాద్ — [1359, 13, 1449, 37]
rule-collector-bottom — [505, 416, 983, 417]
lead-sports-day: భద్రాద్రి కొత్తగూడెం బ్యూరో, ఆగస్టు 29 (జనం సాక్షి): జాతీయ క్రీడల దినోత్సవాన్ని ఘనంగా నిర్వహించారు. — [744, 849, 978, 875]
lead-yadagiri: హైదరాబాద్(జనంసాక్షి): తెలంగాణలో దళితబంధు పథకం.. రెండు దశాబ్దాల పాటు సేవ చేశాను. — [24, 1051, 398, 1062]
article-chicken: హైదరాబాద్(జనంసాక్షి): శ్రావణ మాసం అంటే చికెన్ వినియోగం తక్కువగా ఉంటుంది. కానీ ఈసారి మాత్రం చికెన్ వినియోగం తగ్గలేదు. శ్రావణ మాసంలో కూడా చికెన్ ధరలు నిలకడగా ఉన్నాయి. ప్రస్తుతం కిలో చికెన్ ధర 200 నుంచి 250 రూపాయల మధ్య ఉంది. గత సంవత్సరంతో పోలిస్తే వినియోగం పెరిగిందని వ్యాపారులు చెబుతున్నారు. కరోనా తర్వాత ప్రజలు పౌష్టికాహారానికి ప్రాధాన్యం ఇస్తున్నారు. రోగనిరోధక శక్తి పెంచుకునేందుకు మాంసాహారం తీసుకుంటున్నారు. గుడ్ల ధరలు కూడా స్థిరంగా ఉన్నాయి. హోల్‌సేల్ మార్కెట్‌లో కిలో 140 నుంచి 160 రూపాయల వరకు పలుకుతోంది. తెలంగాణలో రోజుకు లక్షల కిలోల చికెన్ వినియోగం జరుగుతోంది. పౌల్ట్రీ రైతులు ఉత్పత్తిని పెంచుతున్నారు. దాణా ధరలు పెరగడంతో ఉత్పత్తి వ్యయం కూడా పెరిగిందని రైతులు చెబుతున్నారు. రాబోయే రోజుల్లో ధరలు మరింత పెరిగే అవకాశం ఉందని అంచనా వేస్తున్నారు. పండుగల సీజన్ ప్రారంభం కావడంతో డిమాండ్ పెరుగుతుందని వ్యాపారులు చెబుతున్నారు. మటన్ ధరలు కూడా కిలో 700 రూపాయలకు పైగా ఉన్నాయి. చేపల మార్కెట్‌లోనూ రద్దీ కనిపిస్తోంది. — [24, 581, 486, 709]
